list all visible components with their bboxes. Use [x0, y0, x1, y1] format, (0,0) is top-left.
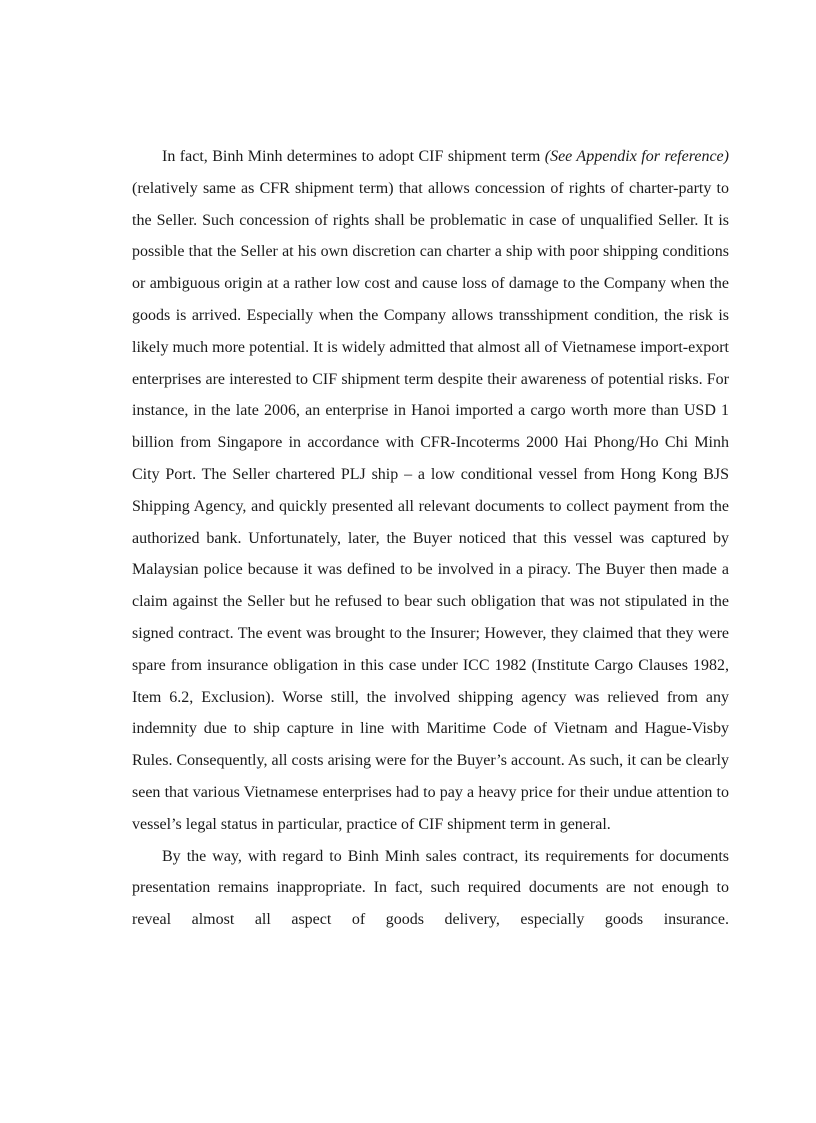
- paragraph-1-lead: In fact, Binh Minh determines to adopt CIF shipment term: [162, 148, 545, 165]
- appendix-reference: (See Appendix for reference): [544, 148, 729, 165]
- paragraph-documents-presentation: By the way, with regard to Binh Minh sales contract, its requirements for documents presentation remains inappropriate. In fact, such required documents are not enough to reveal almost all aspect of goods delivery, especially goods insurance.: [132, 847, 729, 929]
- paragraph-cif-shipment-term: [132, 141, 729, 841]
- paragraph-1-body: (relatively same as CFR shipment term) that allows concession of rights of charter-party to the Seller. Such concession of rights shall be problematic in case of unqualified Seller. It is possible that the Seller at his own discretion can charter a ship with poor shipping conditions or ambiguous origin at a rather low cost and cause loss of damage to the Company when the goods is arrived. Especially when the Company allows transshipment condition, the risk is likely much more potential. It is widely admitted that almost all of Vietnamese import-export enterprises are interested to CIF shipment term despite their awareness of potential risks. For instance, in the late 2006, an enterprise in Hanoi imported a cargo worth more than USD 1 billion from Singapore in accordance with CFR-Incoterms 2000 Hai Phong/Ho Chi Minh City Port. The Seller chartered PLJ ship – a low conditional vessel from Hong Kong BJS Shipping Agency, and quickly presented all relevant documents to collect payment from the authorized bank. Unfortunately, later, the Buyer noticed that this vessel was captured by Malaysian police because it was defined to be involved in a piracy. The Buyer then made a claim against the Seller but he refused to bear such obligation that was not stipulated in the signed contract. The event was brought to the Insurer; However, they claimed that they were spare from insurance obligation in this case under ICC 1982 (Institute Cargo Clauses 1982, Item 6.2, Exclusion). Worse still, the involved shipping agency was relieved from any indemnity due to ship capture in line with Maritime Code of Vietnam and Hague-Visby Rules. Consequently, all costs arising were for the Buyer’s account. As such, it can be clearly seen that various Vietnamese enterprises had to pay a heavy price for their undue attention to vessel’s legal status in particular, practice of CIF shipment term in general.: [132, 179, 729, 833]
- document-page: [132, 141, 729, 936]
